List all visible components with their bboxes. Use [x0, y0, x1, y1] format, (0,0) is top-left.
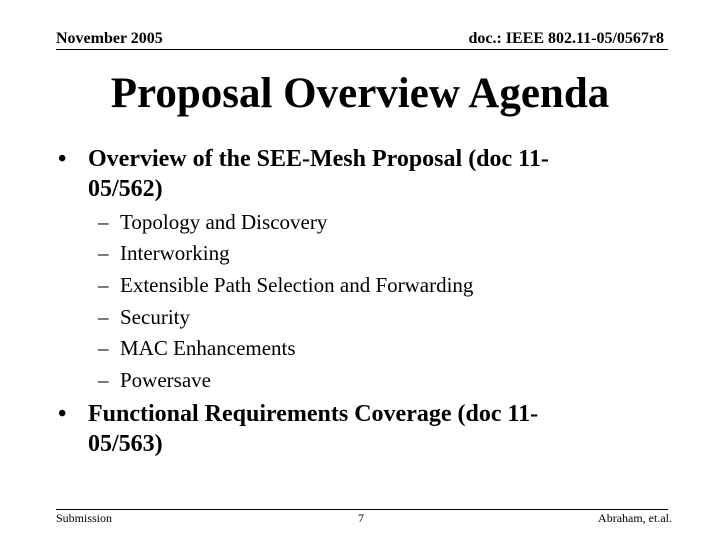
header-doc-id: doc.: IEEE 802.11-05/0567r8 [468, 30, 664, 47]
sub-item-label: MAC Enhancements [120, 336, 296, 360]
sub-item-label: Extensible Path Selection and Forwarding [120, 273, 474, 297]
bullet-requirements-line1: Functional Requirements Coverage (doc 11- [88, 401, 539, 427]
sub-dash: – [98, 305, 109, 329]
bullet-overview-line1: Overview of the SEE-Mesh Proposal (doc 11- [88, 146, 549, 172]
bullet-overview-line2: 05/562) [88, 176, 163, 202]
sub-item-label: Security [120, 305, 190, 329]
footer-authors: Abraham, et.al. [598, 511, 672, 525]
bullet-requirements-line2: 05/563) [88, 431, 163, 457]
sub-dash: – [98, 368, 109, 392]
sub-dash: – [98, 241, 109, 265]
bullet-dot: • [58, 146, 67, 172]
sub-dash: – [98, 210, 109, 234]
bullet-dot: • [58, 401, 67, 427]
footer-page-number: 7 [358, 511, 364, 525]
footer-divider [56, 509, 668, 510]
header-divider [56, 49, 668, 50]
sub-dash: – [98, 273, 109, 297]
slide-title: Proposal Overview Agenda [110, 70, 610, 117]
sub-dash: – [98, 336, 109, 360]
sub-item-label: Interworking [120, 241, 230, 265]
footer-submission: Submission [56, 511, 113, 525]
sub-item-label: Powersave [120, 368, 211, 392]
sub-item-label: Topology and Discovery [120, 210, 328, 234]
header-date: November 2005 [56, 30, 163, 47]
